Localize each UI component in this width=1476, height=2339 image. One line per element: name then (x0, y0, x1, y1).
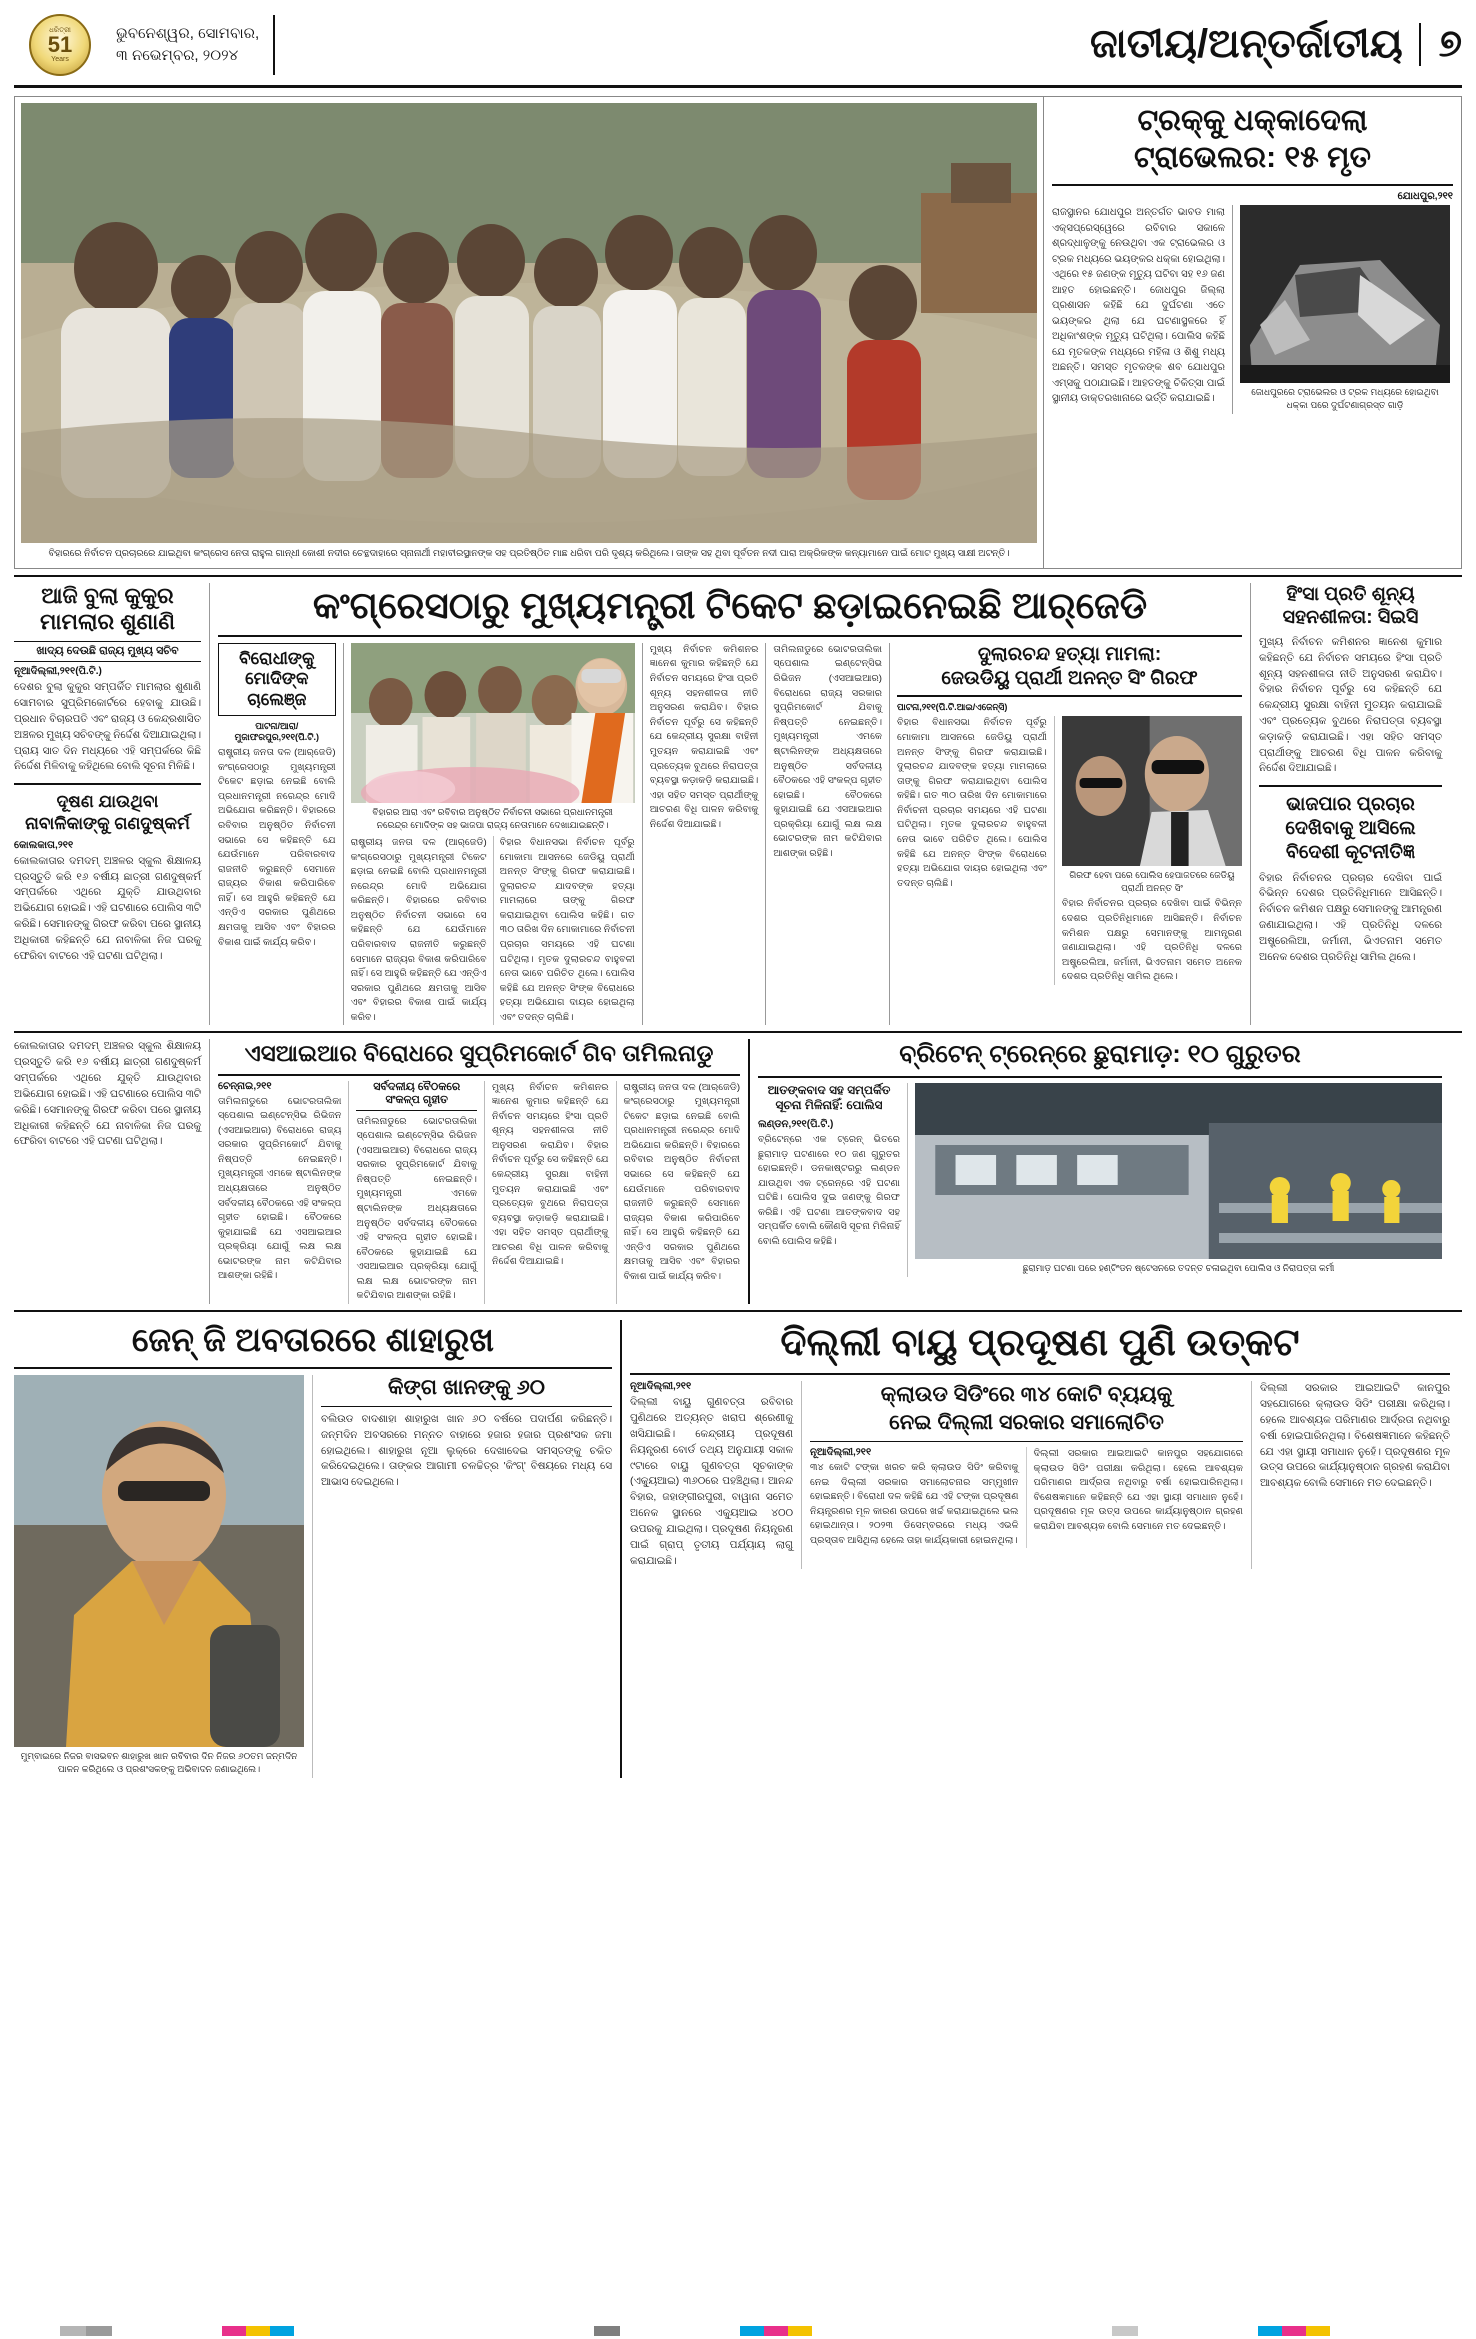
main-body-col4: ତାମିଲନାଡୁରେ ଭୋଟରତାଲିକା ସ୍ପେଶାଲ ଇଣ୍ଟେନ୍‌ସିଭ ରିଭିଜନ (ଏସଆଇଆର) ବିରୋଧରେ ରାଜ୍ୟ ସରକାର ସୁପ୍ରିମକୋର୍ଟ ଯିବାକୁ ନିଷ୍ପତ୍ତି ନେଇଛନ୍ତି। ମୁଖ୍ୟମନ୍ତ୍ରୀ ଏମକେ ଷ୍ଟାଲିନଙ୍କ ଅଧ୍ୟକ୍ଷତାରେ ଅନୁଷ୍ଠିତ ସର୍ବଦଳୀୟ ବୈଠକରେ ଏହି ସଂକଳ୍ପ ଗୃହୀତ ହୋଇଛି। ବୈଠକରେ କୁହାଯାଇଛି ଯେ ଏସଆଇଆର ପ୍ରକ୍ରିୟା ଯୋଗୁଁ ଲକ୍ଷ ଲକ୍ଷ ଭୋଟରଙ୍କ ନାମ କଟିଯିବାର ଆଶଙ୍କା ରହିଛି। (773, 643, 883, 859)
srk-photo-caption: ମୁମ୍ବାଇରେ ନିଜର ବାସଭବନ ଶାହାରୁଖ ଖାନ ରବିବାର ଦିନ ନିଜର ୬୦ତମ ଜନ୍ମଦିନ ପାଳନ କରିଥିଲେ ଓ ପ୍ରଶଂସକଙ୍କୁ ଅଭିବାଦନ ଜଣାଇଥିଲେ। (20, 1751, 298, 1775)
molestation-body: କୋଲକାତାର ଦମଦମ୍ ଅଞ୍ଚଳର ସ୍କୁଲ ଶିକ୍ଷାଳୟ ପ୍ରସ୍ତୁତି କରି ୧୬ ବର୍ଷୀୟ ଛାତ୍ରୀ ଗଣଦୁଷ୍କର୍ମ ସମ୍ପର୍କରେ ଏଥିରେ ଯୁକ୍ତି ଯାଉଥିବାର ଅଭିଯୋଗ ହୋଇଛି। ଏହି ଘଟଣାରେ ପୋଲିସ ୩ଟି କରିଛି। ସେମାନଙ୍କୁ ଗିରଫ କରିବା ପରେ ସ୍ଥାନୀୟ ଅଧିକାରୀ କହିଛନ୍ତି ଯେ ନାବାଳିକା ନିଜ ଘରକୁ ଫେରିବା ବାଟରେ ଏହି ଘଟଣା ଘଟିଥିଲା। (14, 855, 201, 962)
logo-top-text: ଧରିତ୍ରୀ (49, 26, 71, 34)
main-body-col3: ମୁଖ୍ୟ ନିର୍ବାଚନ କମିଶନର ଜ୍ଞାନେଶ କୁମାର କହିଛନ୍ତି ଯେ ନିର୍ବାଚନ ସମୟରେ ହିଂସା ପ୍ରତି ଶୂନ୍ୟ ସହନଶୀଳତା ନୀତି ଅନୁସରଣ କରାଯିବ। ବିହାର ନିର୍ବାଚନ ପୂର୍ବରୁ ସେ କହିଛନ୍ତି ଯେ କେନ୍ଦ୍ରୀୟ ସୁରକ୍ଷା ବାହିନୀ ମୁତୟନ କରାଯାଇଛି ଏବଂ ପ୍ରତ୍ୟେକ ବୁଥରେ ନିରାପତ୍ତା ବ୍ୟବସ୍ଥା କଡ଼ାକଡ଼ି କରାଯାଇଛି। ଏହା ସହିତ ସମସ୍ତ ପ୍ରାର୍ଥୀଙ୍କୁ ଆଚରଣ ବିଧି ପାଳନ କରିବାକୁ ନିର୍ଦ୍ଦେଶ ଦିଆଯାଇଛି। (649, 643, 759, 830)
cyan-swatch-2 (740, 2326, 764, 2336)
dog-headline: ଆଜି ବୁଲା କୁକୁର ମାମଲାର ଶୁଣାଣି (40, 582, 175, 635)
train-station-photo (915, 1083, 1442, 1259)
center-column (210, 583, 1250, 1026)
yellow-swatch-2 (788, 2326, 812, 2336)
truck-photo-caption: ଜୋଧପୁରରେ ଟ୍ରାଭେଲର ଓ ଟ୍ରକ ମଧ୍ୟରେ ହୋଇଥିବା ଧକ୍କା ପରେ ଦୁର୍ଘଟଣାଗ୍ରସ୍ତ ଗାଡ଼ି (1251, 387, 1439, 411)
right-column (1250, 583, 1442, 1026)
main-body-col2: ବିହାର ବିଧାନସଭା ନିର୍ବାଚନ ପୂର୍ବରୁ ମୋକାମା ଆସନରେ ଜେଡିୟୁ ପ୍ରାର୍ଥୀ ଅନନ୍ତ ସିଂଙ୍କୁ ଗିରଫ କରାଯାଇଛି। ଦୁଲାରଚନ୍ଦ ଯାଦବଙ୍କ ହତ୍ୟା ମାମଲାରେ ତାଙ୍କୁ ଗିରଫ କରାଯାଇଥିବା ପୋଲିସ କହିଛି। ଗତ ୩୦ ତାରିଖ ଦିନ ମୋକାମାରେ ନିର୍ବାଚନୀ ପ୍ରଚାର ସମୟରେ ଏହି ଘଟଣା ଘଟିଥିଲା। ମୃତକ ଦୁଲାରଚନ୍ଦ ବାହୁବଳୀ ନେତା ଭାବେ ପରିଚିତ ଥିଲେ। ପୋଲିସ କହିଛି ଯେ ଅନନ୍ତ ସିଂଙ୍କ ବିରୋଧରେ ହତ୍ୟା ଅଭିଯୋଗ ଦାୟର ହୋଇଥିଲା ଏବଂ ତଦନ୍ତ ଚାଲିଛି। (499, 836, 635, 1023)
sir-body-col3: ମୁଖ୍ୟ ନିର୍ବାଚନ କମିଶନର ଜ୍ଞାନେଶ କୁମାର କହିଛନ୍ତି ଯେ ନିର୍ବାଚନ ସମୟରେ ହିଂସା ପ୍ରତି ଶୂନ୍ୟ ସହନଶୀଳତା ନୀତି ଅନୁସରଣ କରାଯିବ। ବିହାର ନିର୍ବାଚନ ପୂର୍ବରୁ ସେ କହିଛନ୍ତି ଯେ କେନ୍ଦ୍ରୀୟ ସୁରକ୍ଷା ବାହିନୀ ମୁତୟନ କରାଯାଇଛି ଏବଂ ପ୍ରତ୍ୟେକ ବୁଥରେ ନିରାପତ୍ତା ବ୍ୟବସ୍ଥା କଡ଼ାକଡ଼ି କରାଯାଇଛି। ଏହା ସହିତ ସମସ୍ତ ପ୍ରାର୍ଥୀଙ୍କୁ ଆଚରଣ ବିଧି ପାଳନ କରିବାକୁ ନିର୍ଦ୍ଦେଶ ଦିଆଯାଇଛି। (491, 1081, 609, 1268)
left-column-continued: କୋଲକାତାର ଦମଦମ୍ ଅଞ୍ଚଳର ସ୍କୁଲ ଶିକ୍ଷାଳୟ ପ୍ରସ୍ତୁତି କରି ୧୬ ବର୍ଷୀୟ ଛାତ୍ରୀ ଗଣଦୁଷ୍କର୍ମ ସମ୍ପର୍କରେ ଏଥିରେ ଯୁକ୍ତି ଯାଉଥିବାର ଅଭିଯୋଗ ହୋଇଛି। ଏହି ଘଟଣାରେ ପୋଲିସ ୩ଟି କରିଛି। ସେମାନଙ୍କୁ ଗିରଫ କରିବା ପରେ ସ୍ଥାନୀୟ ଅଧିକାରୀ କହିଛନ୍ତି ଯେ ନାବାଳିକା ନିଜ ଘରକୁ ଫେରିବା ବାଟରେ ଏହି ଘଟଣା ଘଟିଥିଲା। (14, 1041, 201, 1148)
sir-body-col1: ତାମିଲନାଡୁରେ ଭୋଟରତାଲିକା ସ୍ପେଶାଲ ଇଣ୍ଟେନ୍‌ସିଭ ରିଭିଜନ (ଏସଆଇଆର) ବିରୋଧରେ ରାଜ୍ୟ ସରକାର ସୁପ୍ରିମକୋର୍ଟ ଯିବାକୁ ନିଷ୍ପତ୍ତି ନେଇଛନ୍ତି। ମୁଖ୍ୟମନ୍ତ୍ରୀ ଏମକେ ଷ୍ଟାଲିନଙ୍କ ଅଧ୍ୟକ୍ଷତାରେ ଅନୁଷ୍ଠିତ ସର୍ବଦଳୀୟ ବୈଠକରେ ଏହି ସଂକଳ୍ପ ଗୃହୀତ ହୋଇଛି। ବୈଠକରେ କୁହାଯାଇଛି ଯେ ଏସଆଇଆର ପ୍ରକ୍ରିୟା ଯୋଗୁଁ ଲକ୍ଷ ଲକ୍ଷ ଭୋଟରଙ୍କ ନାମ କଟିଯିବାର ଆଶଙ୍କା ରହିଛି। (218, 1095, 342, 1282)
pollution-headline: ଦିଲ୍ଲୀ ବାୟୁ ପ୍ରଦୂଷଣ ପୁଣି ଉତ୍କଟ (630, 1320, 1450, 1375)
masthead (14, 10, 1462, 88)
dog-subhead: ଖାଦ୍ୟ ଦେଉଛି ରାଜ୍ୟ ମୁଖ୍ୟ ସଚିବ (14, 641, 201, 662)
britain-body: ବ୍ରିଟେନ୍‌ରେ ଏକ ଟ୍ରେନ୍ ଭିତରେ ଛୁରାମାଡ଼ ଘଟଣାରେ ୧୦ ଜଣ ଗୁରୁତର ହୋଇଛନ୍ତି। ଡନକାଷ୍ଟରରୁ ଲଣ୍ଡନ ଯାଉଥିବା ଏକ ଟ୍ରେନ୍‌ରେ ଏହି ଘଟଣା ଘଟିଛି। ପୋଲିସ ଦୁଇ ଜଣଙ୍କୁ ଗିରଫ କରିଛି। ଏହି ଘଟଣା ଆତଙ୍କବାଦ ସହ ସମ୍ପର୍କିତ ବୋଲି କୌଣସି ସୂଚନା ମିଳିନାହିଁ ବୋଲି ପୋଲିସ କହିଛି। (758, 1133, 900, 1248)
masthead-place-date-line2: ୩ ନଭେମ୍ବର, ୨୦୨୪ (116, 46, 239, 64)
masthead-dateline (106, 15, 275, 75)
rahul-gandhi-river-photo (21, 103, 1037, 543)
cyan-swatch-3 (1258, 2326, 1282, 2336)
train-photo-caption: ଛୁରାମାଡ଼ ଘଟଣା ପରେ ହଣ୍ଟିଂଡନ ଷ୍ଟେସନରେ ତଦନ୍ତ ଚଳାଇଥିବା ପୋଲିସ ଓ ନିରାପତ୍ତା କର୍ମୀ (1022, 1262, 1335, 1273)
cyan-swatch-1 (270, 2326, 294, 2336)
shahrukh-khan-photo (14, 1375, 304, 1747)
sir-story (210, 1039, 750, 1304)
logo-anniversary-number: 51 (47, 31, 73, 57)
modi-story (218, 643, 344, 1026)
violence-body: ମୁଖ୍ୟ ନିର୍ବାଚନ କମିଶନର ଜ୍ଞାନେଶ କୁମାର କହିଛନ୍ତି ଯେ ନିର୍ବାଚନ ସମୟରେ ହିଂସା ପ୍ରତି ଶୂନ୍ୟ ସହନଶୀଳତା ନୀତି ଅନୁସରଣ କରାଯିବ। ବିହାର ନିର୍ବାଚନ ପୂର୍ବରୁ ସେ କହିଛନ୍ତି ଯେ କେନ୍ଦ୍ରୀୟ ସୁରକ୍ଷା ବାହିନୀ ମୁତୟନ କରାଯାଇଛି ଏବଂ ପ୍ରତ୍ୟେକ ବୁଥରେ ନିରାପତ୍ତା ବ୍ୟବସ୍ଥା କଡ଼ାକଡ଼ି କରାଯାଇଛି। ଏହା ସହିତ ସମସ୍ତ ପ୍ରାର୍ଥୀଙ୍କୁ ଆଚରଣ ବିଧି ପାଳନ କରିବାକୁ ନିର୍ଦ୍ଦେଶ ଦିଆଯାଇଛି। (1259, 636, 1442, 775)
main-headline: କଂଗ୍ରେସଠାରୁ ମୁଖ୍ୟମନ୍ତ୍ରୀ ଟିକେଟ ଛଡ଼ାଇନେଇଛି ଆର୍‌ଜେଡି (218, 583, 1242, 637)
truck-headline: ଟ୍ରକ୍‌କୁ ଧକ୍କାଦେଲା ଟ୍ରାଭେଲର: ୧୫ ମୃତ (1052, 103, 1453, 186)
dhulchand-story (890, 643, 1242, 1026)
pollution-story (622, 1320, 1450, 1778)
cloud-seeding-body-col1: ୩୪ କୋଟି ଟଙ୍କା ଖରଚ କରି କ୍ଲାଉଡ ସିଡିଂ କରିବାକୁ ନେଇ ଦିଲ୍ଲୀ ସରକାର ସମାଲୋଚନାର ସମ୍ମୁଖୀନ ହୋଇଛନ୍ତି। ବିରୋଧୀ ଦଳ କହିଛି ଯେ ଏହି ଟଙ୍କା ପ୍ରଦୂଷଣ ନିୟନ୍ତ୍ରଣର ମୂଳ କାରଣ ଉପରେ ଖର୍ଚ୍ଚ କରାଯାଇଥିଲେ ଭଲ ହୋଇଥାନ୍ତା। ୨୦୨୩ ଡିସେମ୍ବରରେ ମଧ୍ୟ ଏଭଳି ପ୍ରସ୍ତାବ ଆସିଥିଲା ହେଲେ ତାହା କାର୍ଯ୍ୟକାରୀ ହୋଇନଥିଲା। (810, 1462, 1019, 1546)
britain-subhead: ଆତଙ୍କବାଦ ସହ ସମ୍ପର୍କିତ ସୂଚନା ମିଳିନାହିଁ: ପୋଲିସ (767, 1082, 891, 1112)
sir-body-col2: ତାମିଲନାଡୁରେ ଭୋଟରତାଲିକା ସ୍ପେଶାଲ ଇଣ୍ଟେନ୍‌ସିଭ ରିଭିଜନ (ଏସଆଇଆର) ବିରୋଧରେ ରାଜ୍ୟ ସରକାର ସୁପ୍ରିମକୋର୍ଟ ଯିବାକୁ ନିଷ୍ପତ୍ତି ନେଇଛନ୍ତି। ମୁଖ୍ୟମନ୍ତ୍ରୀ ଏମକେ ଷ୍ଟାଲିନଙ୍କ ଅଧ୍ୟକ୍ଷତାରେ ଅନୁଷ୍ଠିତ ସର୍ବଦଳୀୟ ବୈଠକରେ ଏହି ସଂକଳ୍ପ ଗୃହୀତ ହୋଇଛି। ବୈଠକରେ କୁହାଯାଇଛି ଯେ ଏସଆଇଆର ପ୍ରକ୍ରିୟା ଯୋଗୁଁ ଲକ୍ଷ ଲକ୍ଷ ଭୋଟରଙ୍କ ନାମ କଟିଯିବାର ଆଶଙ୍କା ରହିଛି। (356, 1115, 477, 1302)
dhulchand-headline: ଦୁଲାରଚନ୍ଦ ହତ୍ୟା ମାମଲା: ଜେଉଡିୟୁ ପ୍ରାର୍ଥୀ ଅନନ୍ତ ସିଂ ଗିରଫ (897, 643, 1242, 698)
truck-accident-story (1044, 96, 1462, 569)
srk-story (14, 1320, 622, 1778)
srk-subhead: କିଙ୍ଗ ଖାନଙ୍କୁ ୬୦ (321, 1375, 612, 1407)
left-column (14, 583, 210, 1026)
gray-swatch-4 (1112, 2326, 1138, 2336)
pollution-body-col3: ଦିଲ୍ଲୀ ସରକାର ଆଇଆଇଟି କାନପୁର ସହଯୋଗରେ କ୍ଲାଉଡ ସିଡିଂ ପରୀକ୍ଷା କରିଥିଲା। ହେଲେ ଆବଶ୍ୟକ ପରିମାଣର ଆର୍ଦ୍ରତା ନଥିବାରୁ ବର୍ଷା ହୋଇପାରିନଥିଲା। ବିଶେଷଜ୍ଞମାନେ କହିଛନ୍ତି ଯେ ଏହା ସ୍ଥାୟୀ ସମାଧାନ ନୁହେଁ। ପ୍ରଦୂଷଣର ମୂଳ ଉତ୍ସ ଉପରେ କାର୍ଯ୍ୟାନୁଷ୍ଠାନ ଗ୍ରହଣ କରାଯିବା ଆବଶ୍ୟକ ବୋଲି ସେମାନେ ମତ ଦେଇଛନ୍ତି। (1260, 1383, 1450, 1490)
lead-photo-caption: ବିହାରରେ ନିର୍ବାଚନ ପ୍ରଚାରରେ ଯାଇଥିବା କଂଗ୍ରେସ ନେତା ରାହୁଲ ଗାନ୍ଧୀ କୋଶୀ ନଦୀର ଚେନ୍ଥଦାହାରେ ସ୍ନାନାର୍ଥୀ ମହାବୀରସ୍ଥାନଙ୍କ ସହ ପ୍ରତିଷ୍ଠିତ ମାଛ ଧରିବା ପରି ଦୃଶ୍ୟ କରିଥିଲେ। ତାଙ୍କ ସହ ଥିବା ପୂର୍ବତନ ନଦୀ ପାରା ଅକ୍ରିକଙ୍କ କନ୍ୟାମାନେ ପାଇଁ ମୋଟ ମୁଖ୍ୟ ସାକ୍ଷୀ ଅଟନ୍ତି। (48, 547, 1010, 558)
cloud-seeding-headline: କ୍ଲାଉଡ ସିଡିଂରେ ୩୪ କୋଟି ବ୍ୟୟକୁ ନେଇ ଦିଲ୍ଲୀ ସରକାର ସମାଲୋଚିତ (810, 1381, 1243, 1442)
magenta-swatch-1 (222, 2326, 246, 2336)
main-body-col1: ରାଷ୍ଟ୍ରୀୟ ଜନତା ଦଳ (ଆର୍‌ଜେଡି) କଂଗ୍ରେସଠାରୁ ମୁଖ୍ୟମନ୍ତ୍ରୀ ଟିକେଟ ଛଡ଼ାଇ ନେଇଛି ବୋଲି ପ୍ରଧାନମନ୍ତ୍ରୀ ନରେନ୍ଦ୍ର ମୋଦି ଅଭିଯୋଗ କରିଛନ୍ତି। ବିହାରରେ ରବିବାର ଅନୁଷ୍ଠିତ ନିର୍ବାଚନୀ ସଭାରେ ସେ କହିଛନ୍ତି ଯେ ଯେଉଁମାନେ ପରିବାରବାଦ ରାଜନୀତି କରୁଛନ୍ତି ସେମାନେ ରାଜ୍ୟର ବିକାଶ କରିପାରିବେ ନାହିଁ। ସେ ଆହୁରି କହିଛନ୍ତି ଯେ ଏନ୍‌ଡିଏ ସରକାର ପୁଣିଥରେ କ୍ଷମତାକୁ ଆସିବ ଏବଂ ବିହାରର ବିକାଶ ପାଇଁ କାର୍ଯ୍ୟ କରିବ। (350, 836, 487, 1023)
sir-subhead: ସର୍ବଦଳୀୟ ବୈଠକରେ ସଂକଳ୍ପ ଗୃହୀତ (356, 1081, 477, 1111)
page-number: ୭ (1419, 23, 1462, 66)
dog-body: ଦେଶର ବୁଲା କୁକୁର ସମ୍ପର୍କିତ ମାମଲାର ଶୁଣାଣି ସୋମବାର ସୁପ୍ରିମକୋର୍ଟରେ ହେବାକୁ ଯାଉଛି। ପ୍ରଧାନ ବିଚାରପତି ଏବଂ ରାଜ୍ୟ ଓ କେନ୍ଦ୍ରଶାସିତ ଅଞ୍ଚଳର ମୁଖ୍ୟ ସଚିବଙ୍କୁ ନିର୍ଦ୍ଦେଶ ଦିଆଯାଇଥିଲା। ପ୍ରାୟ ସାତ ଦିନ ମଧ୍ୟରେ ଏହି ସମ୍ପର୍କରେ କିଛି ନିର୍ଦ୍ଦେଶ ମିଳିବାକୁ କହିଥିଲେ ବୋଲି ସୂଚନା ମିଳିଛି। (14, 682, 201, 773)
dhulchand-dateline: ପାଟନା,୨୧୧(ପି.ଟି.ଆଇ/ଏଜେନ୍ସି) (897, 702, 1008, 713)
cloud-seeding-dateline: ନୂଆଦିଲ୍ଲୀ,୨୧୧ (810, 1447, 872, 1458)
gray-swatch-2 (86, 2326, 112, 2336)
molestation-headline: ଦୂଷଣ ଯାଉଥିବା ନାବାଳିକାଙ୍କୁ ଗଣଦୁଷ୍କର୍ମ (25, 792, 190, 833)
sir-dateline: ଚେନ୍ନାଇ,୨୧୧ (218, 1080, 272, 1092)
rally-photo-caption: ବିହାରର ଆରା ଏବଂ ରବିବାର ଅନୁଷ୍ଠିତ ନିର୍ବାଚନୀ ସଭାରେ ପ୍ରଧାନମନ୍ତ୍ରୀ ନରେନ୍ଦ୍ର ମୋଦିଙ୍କ ସହ ଭାଜପା ରାଜ୍ୟ ନେତାମାନେ ଦେଖାଯାଇଛନ୍ତି। (372, 806, 613, 830)
truck-body: ରାଜସ୍ଥାନର ଯୋଧପୁର ଅନ୍ତର୍ଗତ ଭାବଡ ମାଲା ଏକ୍ସପ୍ରେସ୍‌ୱେରେ ରବିବାର ସକାଳେ ଶ୍ରଦ୍ଧାଳୁଙ୍କୁ ନେଉଥିବା ଏକ ଟ୍ରାଭେଲର ଓ ଟ୍ରକ ମଧ୍ୟରେ ଭୟଙ୍କର ଧକ୍କା ହୋଇଥିଲା। ଏଥିରେ ୧୫ ଜଣଙ୍କ ମୃତ୍ୟୁ ଘଟିବା ସହ ୧୬ ଜଣ ଆହତ ହୋଇଛନ୍ତି। ଜୋଧପୁର ଜିଲ୍ଲା ପ୍ରଶାସନ କହିଛି ଯେ ଦୁର୍ଘଟଣା ଏତେ ଭୟଙ୍କର ଥିଲା ଯେ ଘଟଣାସ୍ଥଳରେ ହିଁ ଅଧିକାଂଶଙ୍କ ମୃତ୍ୟୁ ଘଟିଥିଲା। ପୋଲିସ କହିଛି ଯେ ମୃତକଙ୍କ ମଧ୍ୟରେ ମହିଳା ଓ ଶିଶୁ ମଧ୍ୟ ଅଛନ୍ତି। ସମସ୍ତ ମୃତକଙ୍କ ଶବ ଯୋଧପୁର ଏମ୍ସକୁ ପଠାଯାଇଛି। ଆହତଙ୍କୁ ଚିକିତ୍ସା ପାଇଁ ସ୍ଥାନୀୟ ଡାକ୍ତରଖାନାରେ ଭର୍ତ୍ତି କରାଯାଇଛି। (1052, 207, 1225, 405)
foreign-diplomat-body: ବିହାର ନିର୍ବାଚନର ପ୍ରଚାର ଦେଖିବା ପାଇଁ ବିଭିନ୍ନ ଦେଶର ପ୍ରତିନିଧିମାନେ ଆସିଛନ୍ତି। ନିର୍ବାଚନ କମିଶନ ପକ୍ଷରୁ ସେମାନଙ୍କୁ ଆମନ୍ତ୍ରଣ ଜଣାଯାଇଥିଲା। ଏହି ପ୍ରତିନିଧି ଦଳରେ ଅଷ୍ଟ୍ରେଲିଆ, ଜର୍ମାନୀ, ଭିଏତନାମ ସମେତ ଅନେକ ଦେଶର ପ୍ରତିନିଧି ସାମିଲ ଥିଲେ। (1259, 872, 1442, 963)
pollution-body: ଦିଲ୍ଲୀ ବାୟୁ ଗୁଣବତ୍ତା ରବିବାର ପୁଣିଥରେ ଅତ୍ୟନ୍ତ ଖରାପ ଶ୍ରେଣୀକୁ ଖସିଯାଇଛି। କେନ୍ଦ୍ରୀୟ ପ୍ରଦୂଷଣ ନିୟନ୍ତ୍ରଣ ବୋର୍ଡ ତଥ୍ୟ ଅନୁଯାୟୀ ସକାଳ ୯ଟାରେ ବାୟୁ ଗୁଣବତ୍ତା ସୂଚକାଙ୍କ (ଏକ୍ୟୁଆଇ) ୩୬୦ରେ ପହଞ୍ଚିଥିଲା। ଆନନ୍ଦ ବିହାର, ଜହାଙ୍ଗୀରପୁରୀ, ବାୱାନା ସମେତ ଅନେକ ସ୍ଥାନରେ ଏକ୍ୟୁଆଇ ୪୦୦ ଉପରକୁ ଯାଇଥିଲା। ପ୍ରଦୂଷଣ ନିୟନ୍ତ୍ରଣ ପାଇଁ ଗ୍ରାପ୍ ତୃତୀୟ ପର୍ଯ୍ୟାୟ ଲାଗୁ କରାଯାଇଛି। (630, 1397, 793, 1567)
britain-dateline: ଲଣ୍ଡନ,୨୧୧(ପି.ଟି.) (758, 1118, 834, 1130)
rally-photo-block (344, 643, 643, 1026)
modi-rally-photo (351, 643, 635, 803)
britain-headline: ବ୍ରିଟେନ୍ ଟ୍ରେନ୍‌ରେ ଛୁରାମାଡ଼: ୧୦ ଗୁରୁତର (758, 1039, 1442, 1078)
violence-headline: ହିଂସା ପ୍ରତି ଶୂନ୍ୟ ସହନଶୀଳତା: ସିଇସି (1282, 583, 1419, 628)
magenta-swatch-2 (764, 2326, 788, 2336)
srk-body: ବଲିଉଡ ବାଦଶାହା ଶାହାରୁଖ ଖାନ ୬୦ ବର୍ଷରେ ପଦାର୍ପଣ କରିଛନ୍ତି। ଜନ୍ମଦିନ ଅବସରରେ ମନ୍ନତ ବାହାରେ ହଜାର ହଜାର ପ୍ରଶଂସକ ଜମା ହୋଇଥିଲେ। ଶାହାରୁଖ ନୂଆ ଲୁକ୍‌ରେ ଦେଖାଦେଇ ସମସ୍ତଙ୍କୁ ଚକିତ କରିଦେଇଥିଲେ। ତାଙ୍କର ଆଗାମୀ ଚଳଚ୍ଚିତ୍ର 'କିଂଗ୍' ବିଷୟରେ ମଧ୍ୟ ସେ ଆଭାସ ଦେଇଥିଲେ। (321, 1413, 612, 1489)
lead-photo-block (14, 96, 1044, 569)
srk-headline: ଜେନ୍ ଜି ଅବତାରରେ ଶାହାରୁଖ (14, 1320, 612, 1369)
sir-headline: ଏସଆଇଆର ବିରୋଧରେ ସୁପ୍ରିମକୋର୍ଟ ଗିବ ତାମିଲନାଡୁ (218, 1039, 740, 1075)
gray-swatch-3 (594, 2326, 620, 2336)
truck-wreck-photo (1240, 205, 1450, 383)
pollution-dateline: ନୂଆଦିଲ୍ଲୀ,୨୧୧ (630, 1381, 692, 1393)
gray-swatch-1 (60, 2326, 86, 2336)
yellow-swatch-3 (1306, 2326, 1330, 2336)
publication-logo (14, 14, 106, 76)
cloud-seeding-body-col2: ଦିଲ୍ଲୀ ସରକାର ଆଇଆଇଟି କାନପୁର ସହଯୋଗରେ କ୍ଲାଉଡ ସିଡିଂ ପରୀକ୍ଷା କରିଥିଲା। ହେଲେ ଆବଶ୍ୟକ ପରିମାଣର ଆର୍ଦ୍ରତା ନଥିବାରୁ ବର୍ଷା ହୋଇପାରିନଥିଲା। ବିଶେଷଜ୍ଞମାନେ କହିଛନ୍ତି ଯେ ଏହା ସ୍ଥାୟୀ ସମାଧାନ ନୁହେଁ। ପ୍ରଦୂଷଣର ମୂଳ ଉତ୍ସ ଉପରେ କାର୍ଯ୍ୟାନୁଷ୍ଠାନ ଗ୍ରହଣ କରାଯିବା ଆବଶ୍ୟକ ବୋଲି ସେମାନେ ମତ ଦେଇଛନ୍ତି। (1033, 1448, 1243, 1532)
modi-dateline: ପାଟନା/ଆରା/ମୁଜାଫରପୁର,୨୧୧(ପି.ଟି.) (234, 721, 319, 743)
anant-singh-photo (1062, 716, 1242, 866)
section-title: ଜାତୀୟ/ଅନ୍ତର୍ଜାତୀୟ (1089, 22, 1403, 66)
magenta-swatch-3 (1282, 2326, 1306, 2336)
modi-headline: ବିରୋଧୀଙ୍କୁ ମୋଦିଙ୍କ ଚାଲେଞ୍ଜ (218, 643, 336, 716)
dhulchand-body-2: ବିହାର ନିର୍ବାଚନର ପ୍ରଚାର ଦେଖିବା ପାଇଁ ବିଭିନ୍ନ ଦେଶର ପ୍ରତିନିଧିମାନେ ଆସିଛନ୍ତି। ନିର୍ବାଚନ କମିଶନ ପକ୍ଷରୁ ସେମାନଙ୍କୁ ଆମନ୍ତ୍ରଣ ଜଣାଯାଇଥିଲା। ଏହି ପ୍ରତିନିଧି ଦଳରେ ଅଷ୍ଟ୍ରେଲିଆ, ଜର୍ମାନୀ, ଭିଏତନାମ ସମେତ ଅନେକ ଦେଶର ପ୍ରତିନିଧି ସାମିଲ ଥିଲେ। (1061, 898, 1243, 983)
anant-singh-photo-caption: ଗିରଫ ହେବା ପରେ ପୋଲିସ ହେପାଜତରେ ଜେଡିୟୁ ପ୍ରାର୍ଥୀ ଅନନ୍ତ ସିଂ (1069, 870, 1235, 894)
britain-story (750, 1039, 1442, 1304)
dog-dateline: ନୂଆଦିଲ୍ଲୀ,୨୧୧(ପି.ଟି.) (14, 666, 102, 678)
truck-dateline: ଯୋଧପୁର,୨୧୧ (1397, 191, 1453, 203)
foreign-diplomat-headline: ଭାଜପାର ପ୍ରଚାର ଦେଖିବାକୁ ଆସିଲେ ବିଦେଶୀ କୂଟନୀତିଜ୍ଞ (1285, 794, 1416, 863)
modi-body: ରାଷ୍ଟ୍ରୀୟ ଜନତା ଦଳ (ଆର୍‌ଜେଡି) କଂଗ୍ରେସଠାରୁ ମୁଖ୍ୟମନ୍ତ୍ରୀ ଟିକେଟ ଛଡ଼ାଇ ନେଇଛି ବୋଲି ପ୍ରଧାନମନ୍ତ୍ରୀ ନରେନ୍ଦ୍ର ମୋଦି ଅଭିଯୋଗ କରିଛନ୍ତି। ବିହାରରେ ରବିବାର ଅନୁଷ୍ଠିତ ନିର୍ବାଚନୀ ସଭାରେ ସେ କହିଛନ୍ତି ଯେ ଯେଉଁମାନେ ପରିବାରବାଦ ରାଜନୀତି କରୁଛନ୍ତି ସେମାନେ ରାଜ୍ୟର ବିକାଶ କରିପାରିବେ ନାହିଁ। ସେ ଆହୁରି କହିଛନ୍ତି ଯେ ଏନ୍‌ଡିଏ ସରକାର ପୁଣିଥରେ କ୍ଷମତାକୁ ଆସିବ ଏବଂ ବିହାରର ବିକାଶ ପାଇଁ କାର୍ଯ୍ୟ କରିବ। (218, 747, 336, 948)
yellow-swatch-1 (246, 2326, 270, 2336)
logo-bottom-text: Years (51, 55, 69, 63)
sir-body-col4: ରାଷ୍ଟ୍ରୀୟ ଜନତା ଦଳ (ଆର୍‌ଜେଡି) କଂଗ୍ରେସଠାରୁ ମୁଖ୍ୟମନ୍ତ୍ରୀ ଟିକେଟ ଛଡ଼ାଇ ନେଇଛି ବୋଲି ପ୍ରଧାନମନ୍ତ୍ରୀ ନରେନ୍ଦ୍ର ମୋଦି ଅଭିଯୋଗ କରିଛନ୍ତି। ବିହାରରେ ରବିବାର ଅନୁଷ୍ଠିତ ନିର୍ବାଚନୀ ସଭାରେ ସେ କହିଛନ୍ତି ଯେ ଯେଉଁମାନେ ପରିବାରବାଦ ରାଜନୀତି କରୁଛନ୍ତି ସେମାନେ ରାଜ୍ୟର ବିକାଶ କରିପାରିବେ ନାହିଁ। ସେ ଆହୁରି କହିଛନ୍ତି ଯେ ଏନ୍‌ଡିଏ ସରକାର ପୁଣିଥରେ କ୍ଷମତାକୁ ଆସିବ ଏବଂ ବିହାରର ବିକାଶ ପାଇଁ କାର୍ଯ୍ୟ କରିବ। (623, 1081, 741, 1283)
dhulchand-body: ବିହାର ବିଧାନସଭା ନିର୍ବାଚନ ପୂର୍ବରୁ ମୋକାମା ଆସନରେ ଜେଡିୟୁ ପ୍ରାର୍ଥୀ ଅନନ୍ତ ସିଂଙ୍କୁ ଗିରଫ କରାଯାଇଛି। ଦୁଲାରଚନ୍ଦ ଯାଦବଙ୍କ ହତ୍ୟା ମାମଲାରେ ତାଙ୍କୁ ଗିରଫ କରାଯାଇଥିବା ପୋଲିସ କହିଛି। ଗତ ୩୦ ତାରିଖ ଦିନ ମୋକାମାରେ ନିର୍ବାଚନୀ ପ୍ରଚାର ସମୟରେ ଏହି ଘଟଣା ଘଟିଥିଲା। ମୃତକ ଦୁଲାରଚନ୍ଦ ବାହୁବଳୀ ନେତା ଭାବେ ପରିଚିତ ଥିଲେ। ପୋଲିସ କହିଛି ଯେ ଅନନ୍ତ ସିଂଙ୍କ ବିରୋଧରେ ହତ୍ୟା ଅଭିଯୋଗ ଦାୟର ହୋଇଥିଲା ଏବଂ ତଦନ୍ତ ଚାଲିଛି। (897, 717, 1047, 889)
molestation-dateline: କୋଲକାତା,୨୧୧ (14, 839, 74, 851)
print-registration-bar (0, 2323, 1476, 2339)
masthead-place-date-line1: ଭୁବନେଶ୍ୱର, ସୋମବାର, (116, 24, 260, 42)
